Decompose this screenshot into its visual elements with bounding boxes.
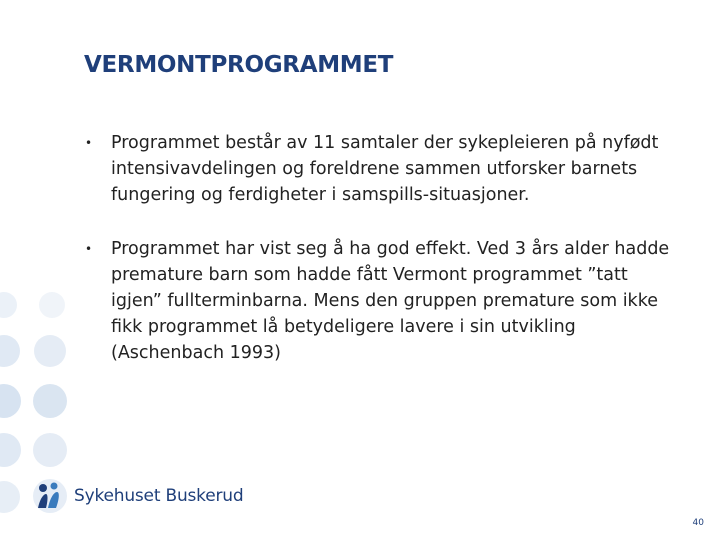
bullet-text: Programmet har vist seg å ha god effekt. Ved 3 års alder hadde premature barn som hadde fått Vermont programmet ”tatt igjen” fullterminbarna. Mens den gruppen premature som ikke fikk programmet lå betydeligere lavere i sin utvikling (Aschenbach 1993)	[111, 239, 670, 363]
bullet-text: Programmet består av 11 samtaler der sykepleieren på nyfødt intensivavdelingen og foreldrene sammen utforsker barnets fungering og ferdigheter i samspills-situasjoner.	[111, 133, 659, 205]
bullet-icon: •	[85, 136, 93, 150]
bullet-icon: •	[85, 242, 93, 256]
bullet-item	[84, 236, 684, 366]
hospital-logo-text: Sykehuset Buskerud	[74, 486, 244, 506]
hospital-logo-icon	[32, 478, 68, 514]
bullet-item	[84, 130, 684, 208]
slide-title: VERMONTPROGRAMMET	[84, 52, 394, 78]
bullet-list	[84, 130, 684, 394]
page-number: 40	[692, 518, 704, 528]
hospital-logo	[32, 478, 243, 514]
